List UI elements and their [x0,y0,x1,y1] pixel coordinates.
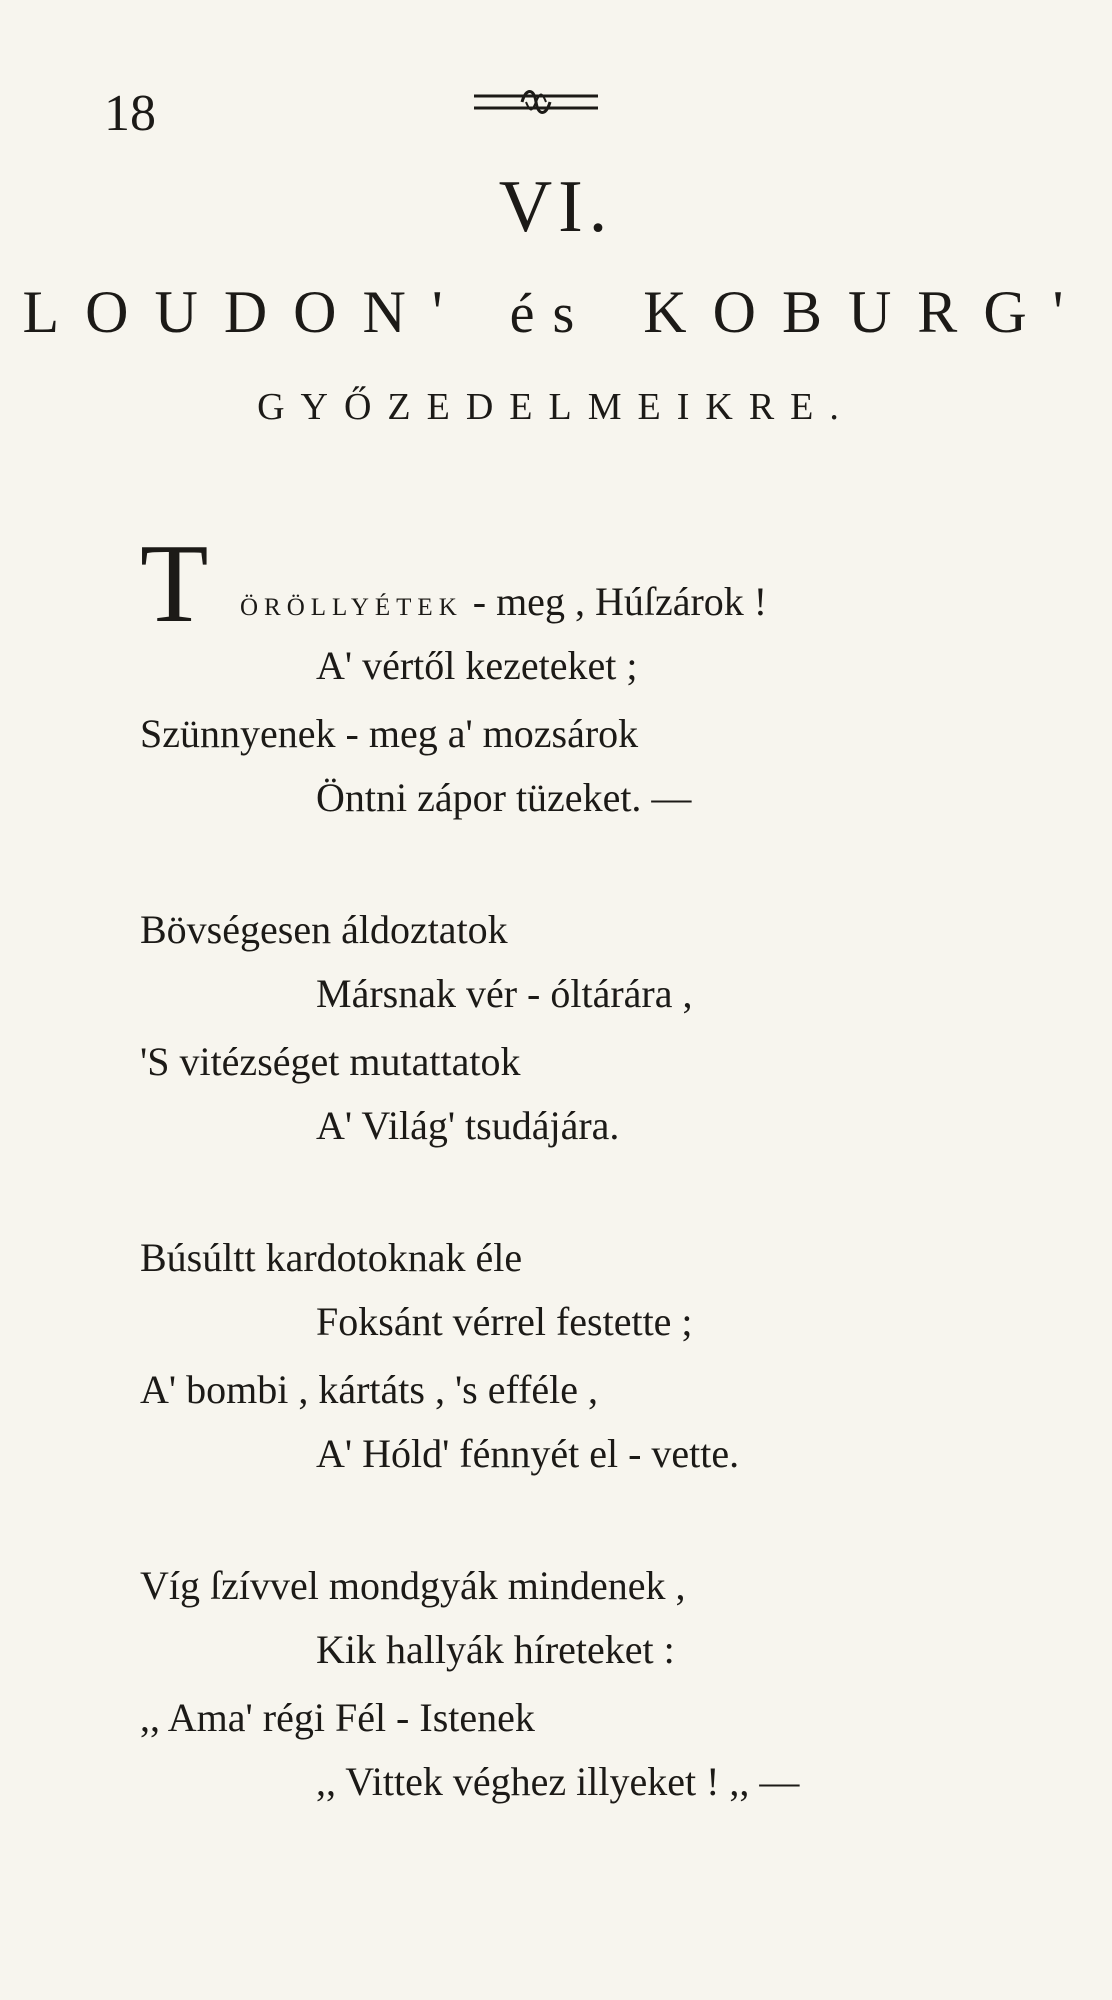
first-line-rest: - meg , Húſzárok ! [462,579,768,624]
title [0,279,1112,345]
page-number: 18 [104,85,156,142]
title-name-2: KOBURG' [643,279,1090,345]
ornament-icon [470,82,602,122]
poem-line: Búsúltt kardotoknak éle [140,1235,523,1280]
title-conjunction: és [509,283,593,345]
poem-line: A' bombi , kártáts , 's efféle , [140,1367,599,1412]
poem-line: A' vértől kezeteket ; [316,643,638,688]
poem-line: A' Hóld' fénnyét el - vette. [316,1431,740,1476]
first-word-smallcaps: ÖRÖLLYÉTEK [240,594,463,621]
poem-line: ,, Ama' régi Fél - Istenek [140,1695,535,1740]
poem-line: Bövségesen áldoztatok [140,907,508,952]
chapter-number: VI. [498,166,614,248]
poem-line: Foksánt vérrel festette ; [316,1299,693,1344]
poem-line: ,, Vittek véghez illyeket ! ,, — [316,1759,800,1804]
poem-line: Kik hallyák híreteket : [316,1627,675,1672]
poem-line: Mársnak vér - óltárára , [316,971,693,1016]
poem-line: Szünnyenek - meg a' mozsárok [140,711,639,756]
title-name-1: LOUDON' [22,279,469,345]
drop-cap: T [140,522,209,646]
poem-line: Öntni zápor tüzeket. — [316,775,692,820]
poem-line: Víg ſzívvel mondgyák mindenek , [140,1563,686,1608]
subtitle: GYŐZEDELMEIKRE. [257,386,855,428]
poem-line [240,579,768,624]
poem-line: 'S vitézséget mutattatok [140,1039,521,1084]
poem-line: A' Világ' tsudájára. [316,1103,620,1148]
